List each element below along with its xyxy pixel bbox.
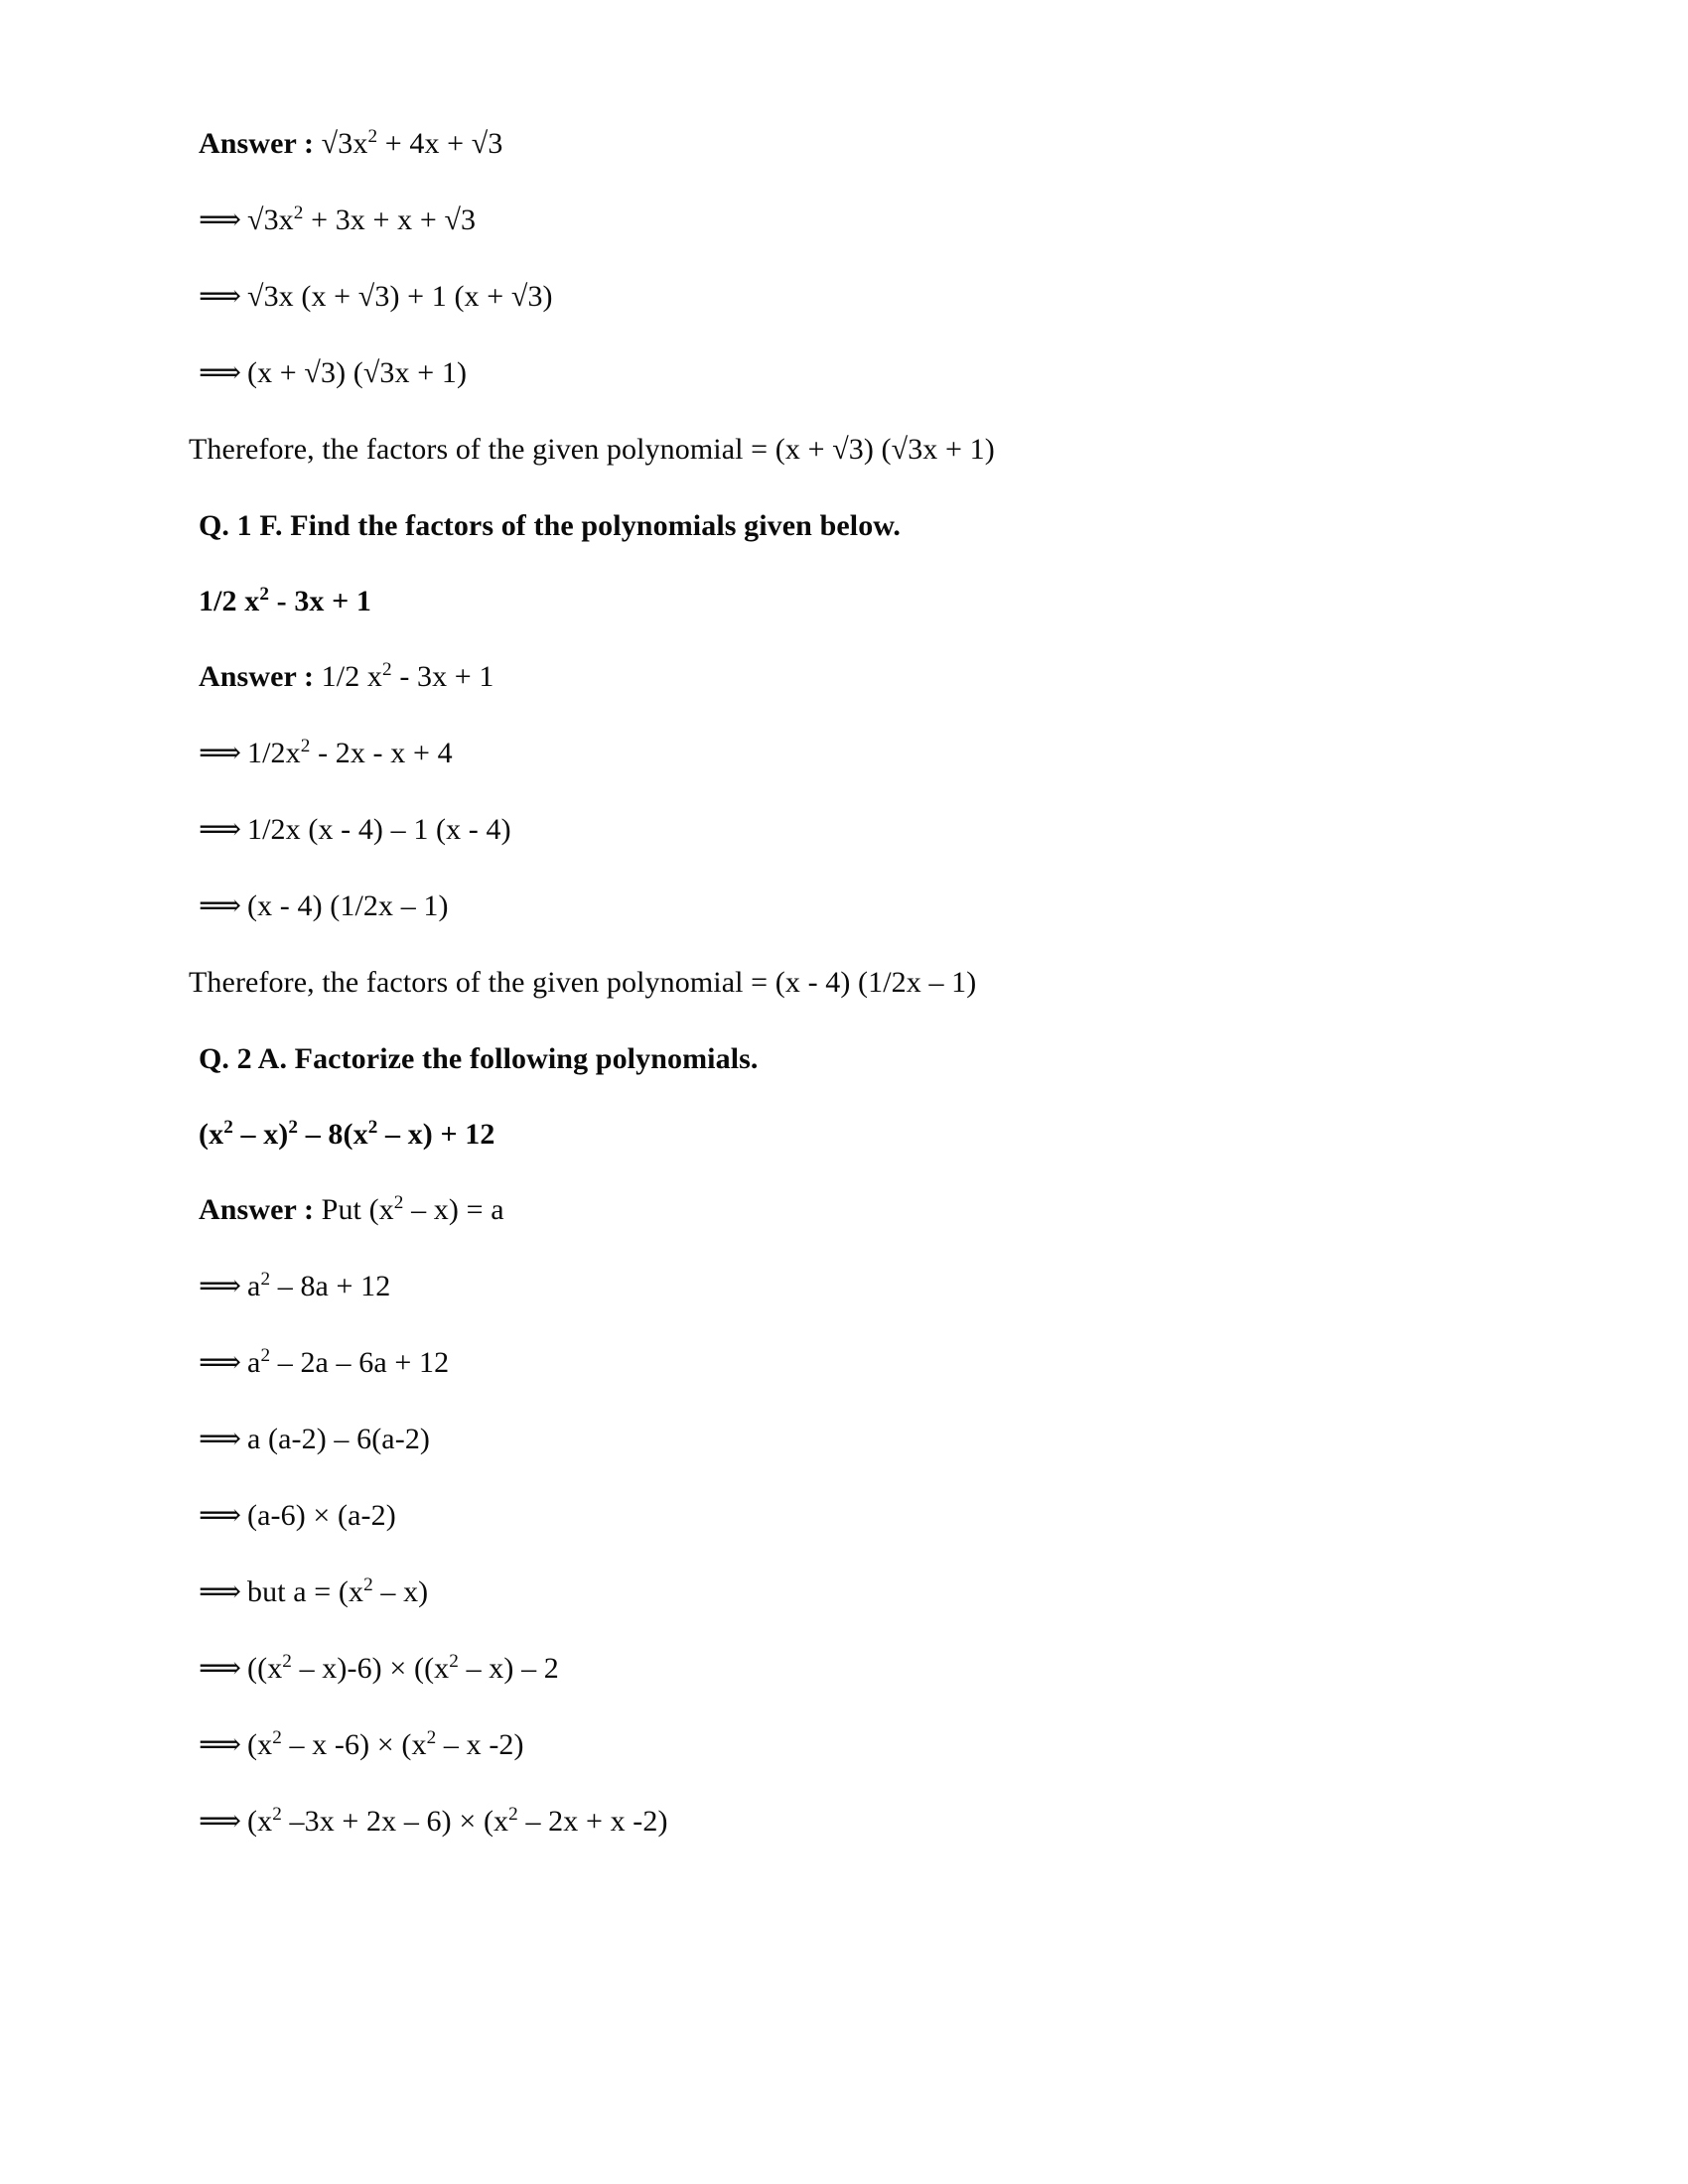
implies-arrow-icon: ⟹ [199,1499,241,1532]
question-heading-question-1f: Q. 1 F. Find the factors of the polynomials given below. [199,509,902,542]
text-line-step-1f-1 [199,736,1430,769]
text-line-step-2a-3 [199,1425,1430,1454]
text-line-answer-2a [199,1192,1430,1226]
step-body: ($x^2$ – x $-6) \times (x^2 - x$ -2) [247,1727,524,1761]
answer-body: 1/2 $x^2 - 3x + 1$ [321,659,494,693]
text-line-step-1f-2 [199,815,1430,845]
answer-label: Answer : [199,127,322,160]
text-line-step-2a-1 [199,1269,1430,1302]
step-body: √3x (x + √3) + 1 (x + √3) [247,280,553,313]
step-body: $a^2 - 2a - 6a + 12$ [247,1345,450,1379]
implies-arrow-icon: ⟹ [199,1270,241,1302]
implies-arrow-icon: ⟹ [199,813,241,846]
step-body: but $a = (x^2 - x)$ [247,1574,429,1608]
question-heading-question-2a: Q. 2 A. Factorize the following polynomials. [199,1042,759,1075]
step-body: (a-6) × (a-2) [247,1499,396,1532]
implies-arrow-icon: ⟹ [199,280,241,313]
text-line-step-2a-2 [199,1345,1430,1379]
implies-arrow-icon: ⟹ [199,1575,241,1608]
conclusion-therefore-1e: Therefore, the factors of the given polynomial = (x + √3) (√3x + 1) [189,433,995,466]
text-line-step-2a-7 [199,1727,1430,1761]
text-line-step-1e-1 [199,205,1430,235]
step-body: ($x^2$ $-3x + 2x - 6) \times (x^2 - 2x + x$ -2) [247,1804,668,1838]
implies-arrow-icon: ⟹ [199,356,241,389]
implies-arrow-icon: ⟹ [199,1652,241,1685]
implies-arrow-icon: ⟹ [199,1423,241,1455]
text-line-step-1f-3 [199,891,1430,921]
text-line-step-1e-3 [199,358,1430,388]
implies-arrow-icon: ⟹ [199,737,241,769]
implies-arrow-icon: ⟹ [199,889,241,922]
polynomial-expression-expression-1f: 1/2 $x^2 - 3x + 1$ [199,584,372,617]
answer-label: Answer : [199,1193,322,1226]
implies-arrow-icon: ⟹ [199,204,241,236]
text-line-step-2a-8 [199,1804,1430,1838]
text-line-step-1e-2 [199,282,1430,312]
answer-body: Put $(x^2 - x) = a$ [321,1192,504,1226]
step-body: a (a-2) – 6(a-2) [247,1423,431,1455]
text-line-answer-1f [199,659,1430,693]
implies-arrow-icon: ⟹ [199,1728,241,1761]
step-body: $√3x^2 + 3x + x + √3$ [247,203,477,236]
answer-label: Answer : [199,660,322,693]
step-body: (x - 4) (1/2x – 1) [247,889,449,922]
step-body: 1/2x (x - 4) – 1 (x - 4) [247,813,511,846]
answer-body: $√3x^2 + 4x + √3$ [321,126,503,160]
step-body: $((x^2 - x)-6) \times ((x^2 - x) - 2$ [247,1651,559,1685]
document-content [189,126,1430,1838]
step-body: (x + √3) (√3x + 1) [247,356,468,389]
text-line-step-2a-5 [199,1574,1430,1608]
conclusion-therefore-1f: Therefore, the factors of the given polynomial = (x - 4) (1/2x – 1) [189,966,977,999]
text-line-step-2a-4 [199,1501,1430,1531]
text-line-step-2a-6 [199,1651,1430,1685]
implies-arrow-icon: ⟹ [199,1346,241,1379]
text-line-answer-1e [199,126,1430,160]
step-body: $1/2x^2 - 2x - x + 4$ [247,736,453,769]
implies-arrow-icon: ⟹ [199,1805,241,1838]
polynomial-expression-expression-2a: $(x^2 - x)^2 - 8(x^2 - x) + 12$ [199,1117,495,1151]
step-body: $a^2 - 8a + 12$ [247,1269,391,1302]
